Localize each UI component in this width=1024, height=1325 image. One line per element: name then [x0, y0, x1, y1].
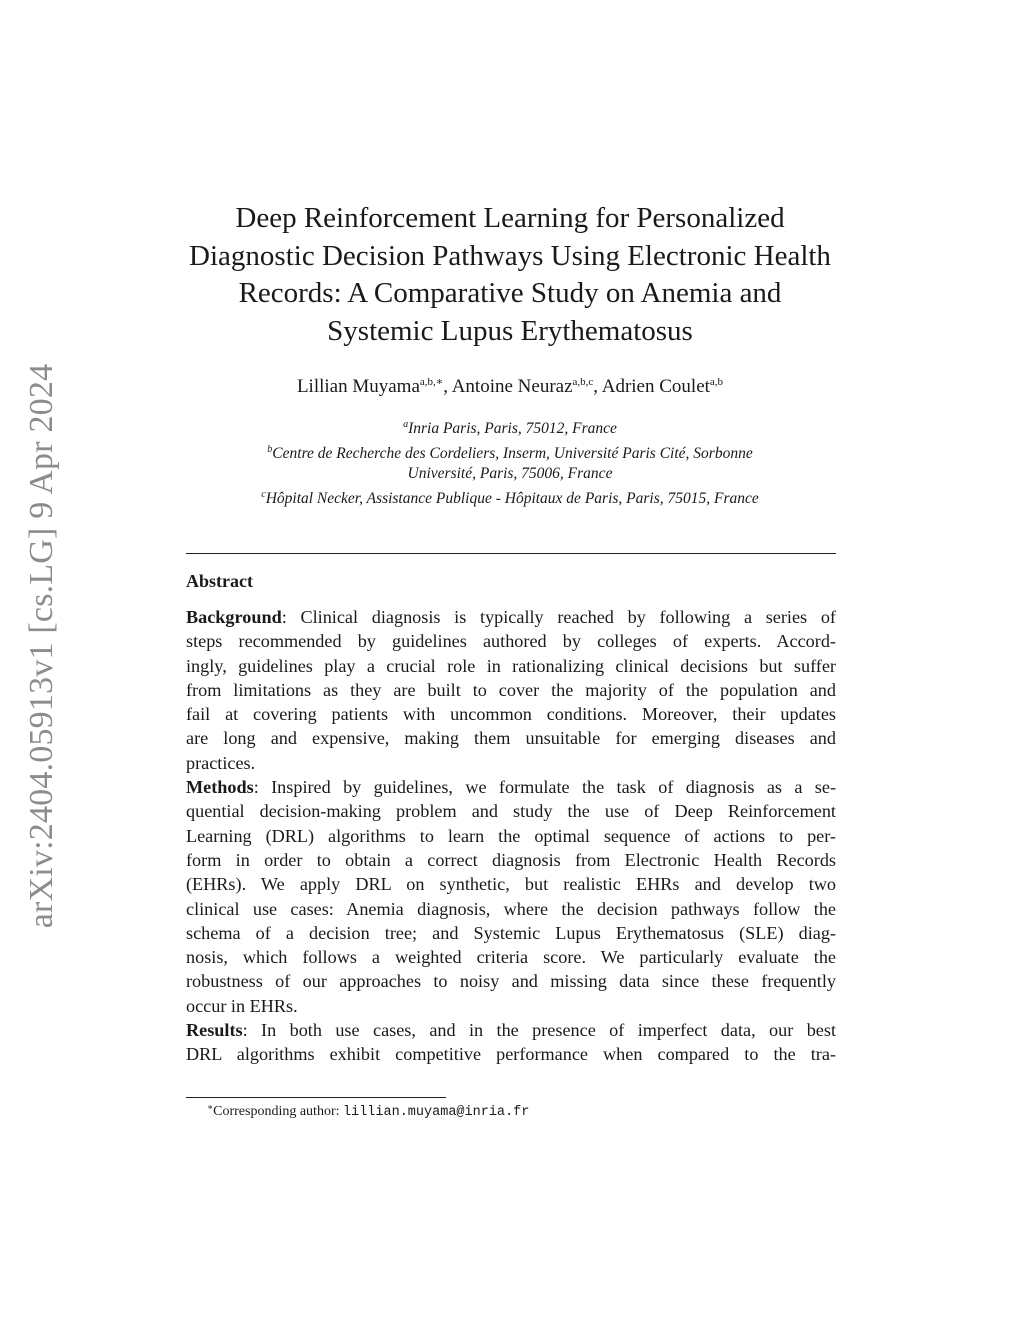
author-name: Antoine Neuraz — [451, 376, 573, 397]
abstract-body — [186, 605, 836, 1067]
affiliation-mark: a — [403, 419, 409, 430]
affiliation — [170, 464, 850, 485]
abstract-line: robustness of our approaches to noisy and missing data since these frequently — [186, 971, 836, 992]
footnote-rule — [186, 1097, 446, 1098]
author-affiliation-marks: a,b,c — [572, 376, 594, 388]
affiliation — [170, 415, 850, 440]
abstract-line — [186, 605, 836, 629]
affiliation-text: Centre de Recherche des Cordeliers, Inserm, Université Paris Cité, Sorbonne — [272, 444, 753, 462]
abstract-line: form in order to obtain a correct diagnosis from Electronic Health Records — [186, 849, 836, 870]
affiliation-text: Inria Paris, Paris, 75012, France — [408, 420, 617, 437]
section-label-results: Results — [186, 1020, 243, 1041]
abstract-line: clinical use cases: Anemia diagnosis, where the decision pathways follow the — [186, 898, 836, 919]
author-list — [170, 375, 850, 398]
author-email-link[interactable]: lillian.muyama@inria.fr — [343, 1105, 530, 1120]
author-affiliation-marks: a,b,∗ — [419, 376, 444, 388]
abstract-text: : In both use cases, and in the presence of imperfect data, our best — [242, 1020, 836, 1041]
abstract-line: Learning (DRL) algorithms to learn the optimal sequence of actions to per- — [186, 825, 836, 846]
title-line: Systemic Lupus Erythematosus — [327, 314, 693, 347]
section-label-background: Background — [186, 607, 282, 627]
affiliation-mark: c — [261, 488, 266, 500]
author-name: Lillian Muyama — [296, 376, 420, 397]
paper-title — [170, 200, 850, 350]
abstract-line: are long and expensive, making them unsuitable for emerging diseases and — [186, 728, 836, 749]
abstract-line: ingly, guidelines play a crucial role in rationalizing clinical decisions but suffer — [186, 655, 836, 676]
abstract-line — [186, 775, 836, 799]
abstract-line: fail at covering patients with uncommon conditions. Moreover, their updates — [186, 704, 836, 725]
author-name: Adrien Coulet — [601, 376, 710, 397]
abstract-line: occur in EHRs. — [186, 995, 298, 1016]
abstract-line: practices. — [186, 752, 256, 773]
title-line: Deep Reinforcement Learning for Personalized — [235, 202, 785, 234]
footnote-mark: ∗ — [207, 1102, 214, 1112]
abstract-heading: Abstract — [186, 571, 253, 591]
title-line: Records: A Comparative Study on Anemia and — [238, 277, 782, 309]
abstract-text: : Clinical diagnosis is typically reached by following a series of — [281, 607, 836, 627]
affiliation-mark: b — [267, 443, 273, 455]
author-affiliation-marks: a,b — [709, 376, 724, 388]
abstract-line: from limitations as they are built to cover the majority of the population and — [186, 679, 836, 700]
affiliation — [170, 440, 850, 465]
footnote-text: Corresponding author: — [213, 1104, 343, 1119]
abstract-line: schema of a decision tree; and Systemic Lupus Erythematosus (SLE) diag- — [186, 922, 836, 943]
abstract-line: (EHRs). We apply DRL on synthetic, but realistic EHRs and develop two — [186, 874, 836, 895]
abstract-line: DRL algorithms exhibit competitive performance when compared to the tra- — [186, 1044, 836, 1065]
title-line: Diagnostic Decision Pathways Using Electronic Health — [189, 239, 831, 272]
abstract-top-rule — [186, 553, 836, 554]
abstract-line: nosis, which follows a weighted criteria score. We particularly evaluate the — [186, 947, 836, 968]
abstract-line: quential decision-making problem and study the use of Deep Reinforcement — [186, 801, 836, 822]
section-label-methods: Methods — [186, 777, 254, 798]
abstract-line: steps recommended by guidelines authored by colleges of experts. Accord- — [186, 631, 836, 652]
affiliation — [170, 485, 850, 510]
abstract-text: : Inspired by guidelines, we formulate the task of diagnosis as a se- — [253, 777, 836, 798]
abstract-line — [186, 1018, 836, 1042]
affiliation-text: Hôpital Necker, Assistance Publique - Hôpitaux de Paris, Paris, 75015, France — [265, 489, 759, 507]
author-separator: , — [593, 376, 602, 397]
corresponding-author-footnote — [207, 1102, 529, 1120]
author-separator: , — [443, 376, 452, 397]
arxiv-identifier-stamp: arXiv:2404.05913v1 [cs.LG] 9 Apr 2024 — [23, 363, 60, 929]
affiliation-text: Université, Paris, 75006, France — [407, 465, 613, 482]
affiliation-list — [170, 415, 850, 509]
